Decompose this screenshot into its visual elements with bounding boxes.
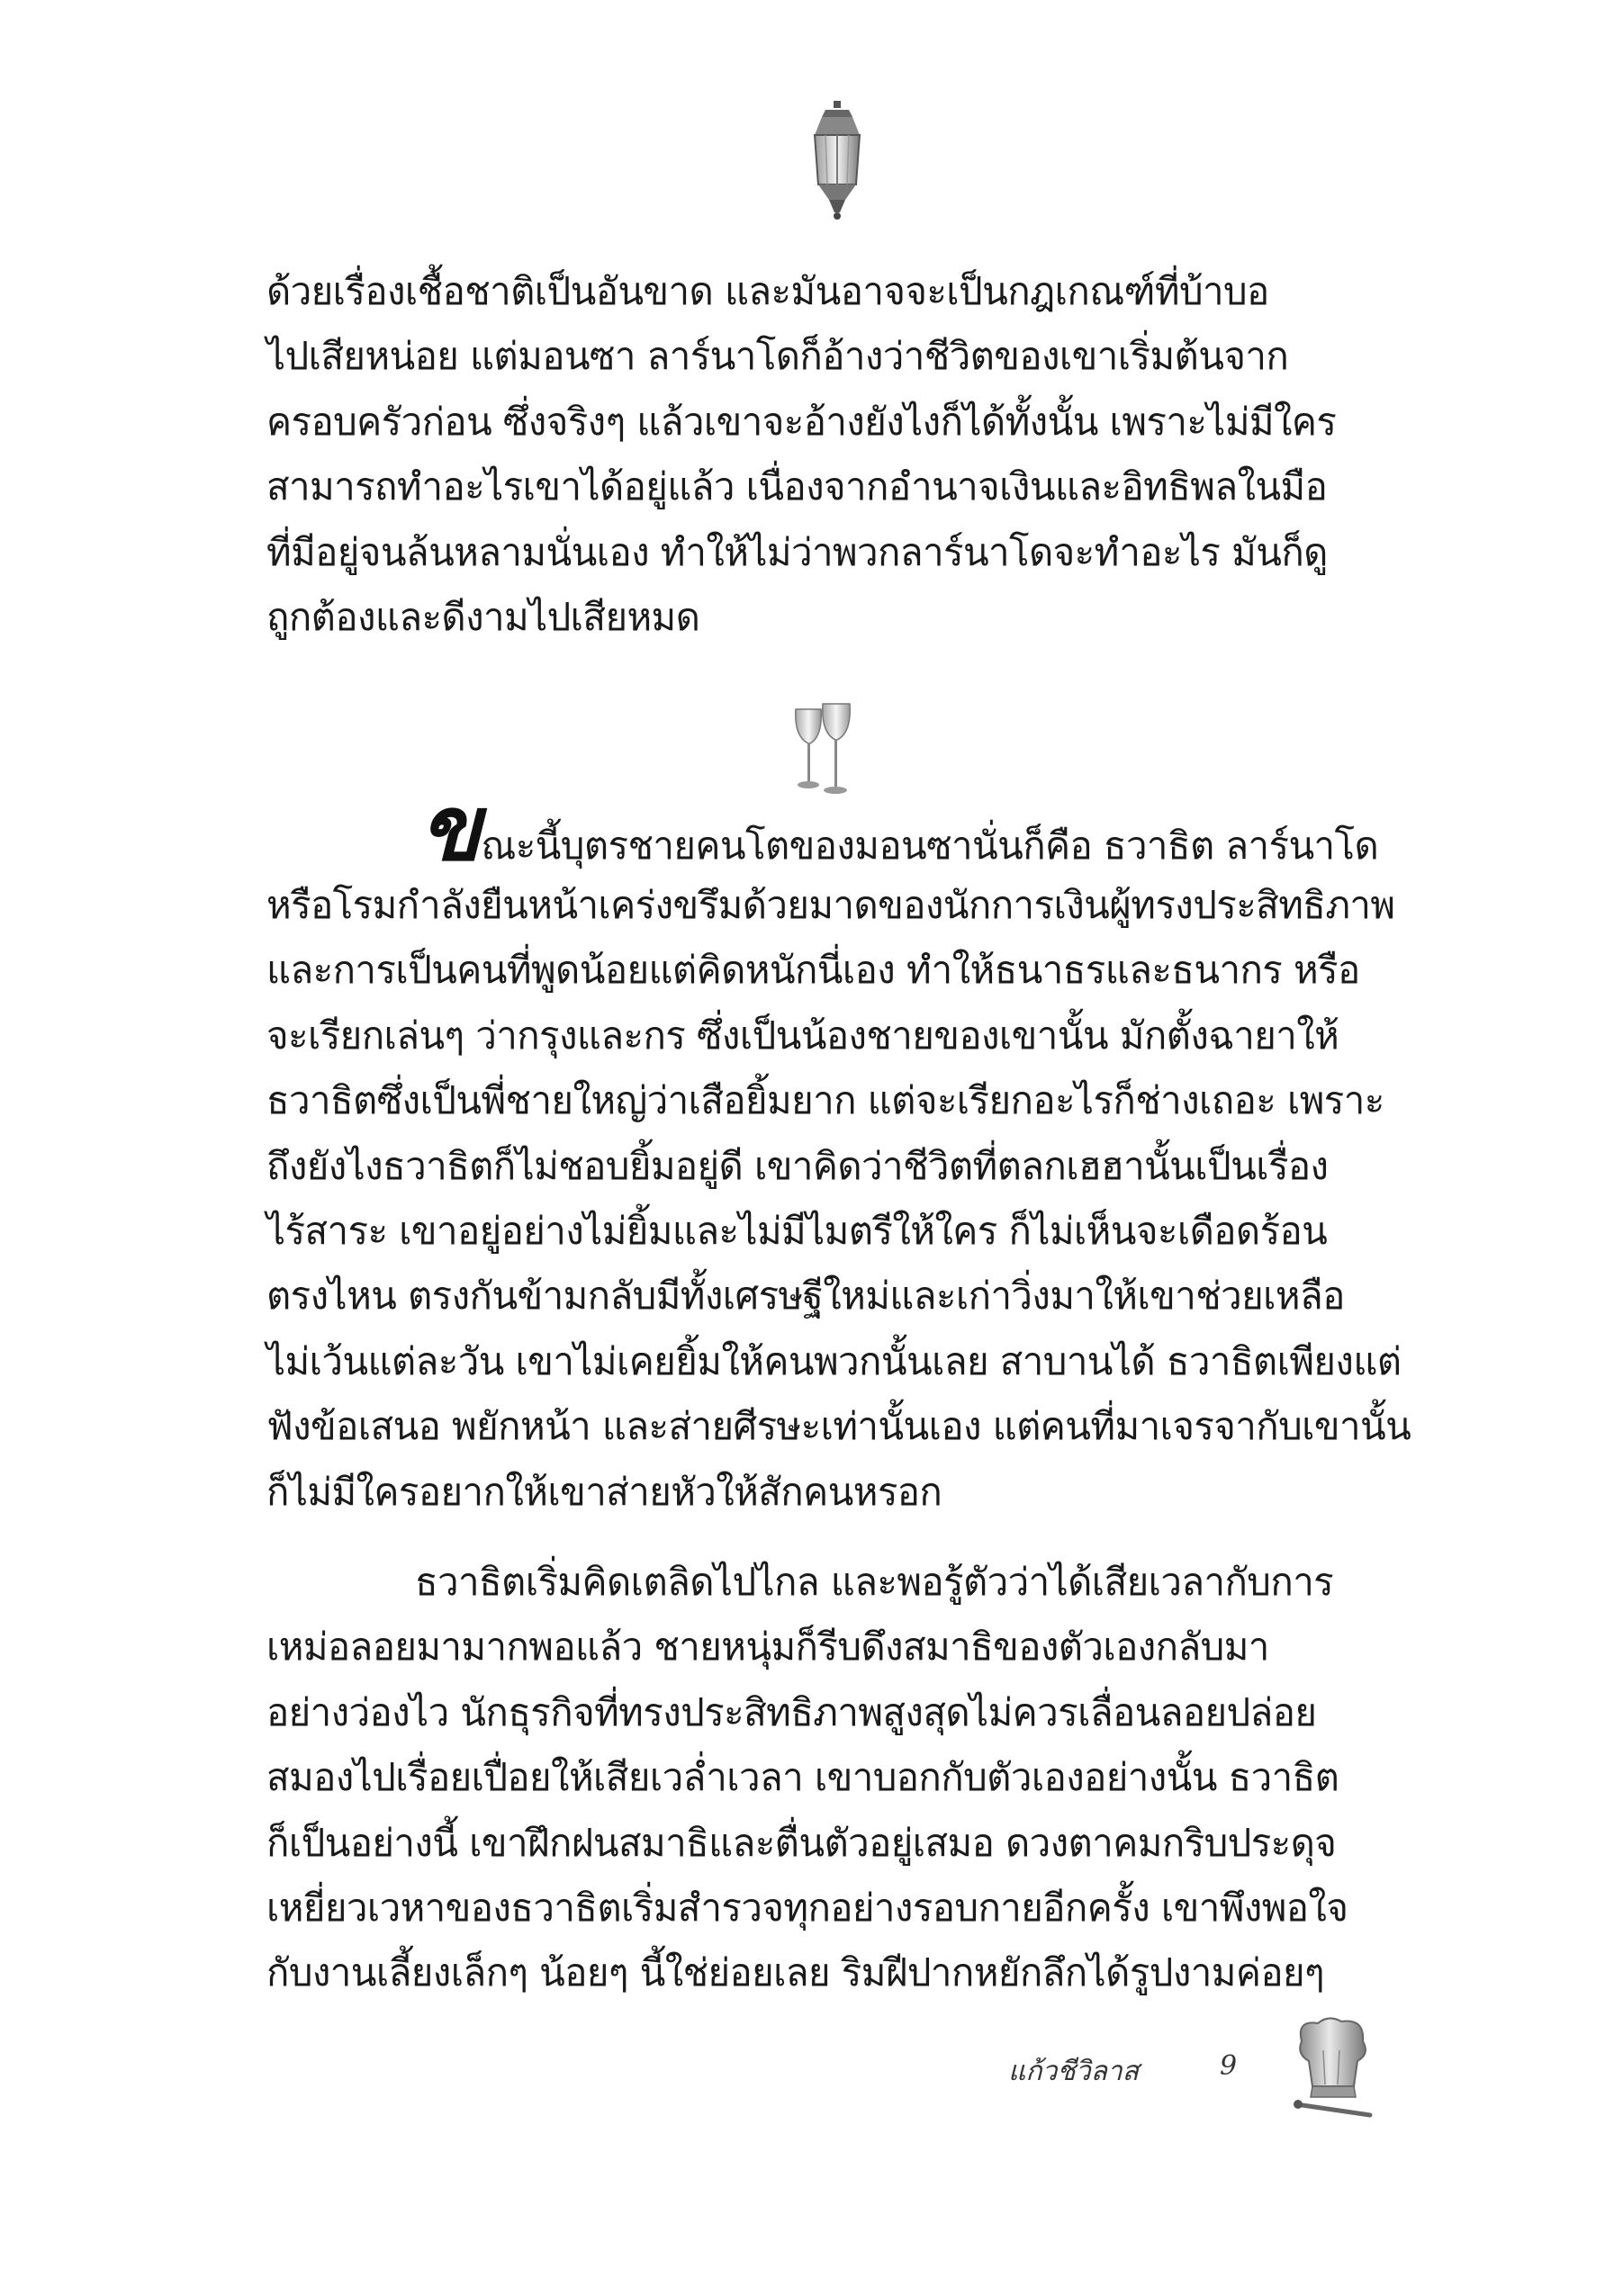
paragraph-1 [266, 259, 1392, 650]
text-line: กับงานเลี้ยงเล็กๆ น้อยๆ นี้ใช่ย่อยเลย ริมฝีปากหยักลึกได้รูปงามค่อยๆ [266, 1950, 1324, 1995]
text-line: อย่างว่องไว นักธุรกิจที่ทรงประสิทธิภาพสูงสุดไม่ควรเลื่อนลอยปล่อย [266, 1689, 1317, 1734]
text-line: และการเป็นคนที่พูดน้อยแต่คิดหนักนี่เอง ทำให้ธนาธรและธนากร หรือ [266, 948, 1360, 993]
text-line: ไม่เว้นแต่ละวัน เขาไม่เคยยิ้มให้คนพวกนั้นเลย สาบานได้ ธวาธิตเพียงแต่ [266, 1338, 1402, 1383]
text-line: ก็ไม่มีใครอยากให้เขาส่ายหัวให้สักคนหรอก [266, 1469, 942, 1514]
text-line: เหยี่ยวเวหาของธวาธิตเริ่มสำรวจทุกอย่างรอบกายอีกครั้ง เขาพึงพอใจ [266, 1885, 1348, 1930]
text-line: ธวาธิตเริ่มคิดเตลิดไปไกล และพอรู้ตัวว่าได้เสียเวลากับการ [415, 1560, 1334, 1604]
dropcap-line [266, 775, 1392, 881]
text-line: ที่มีอยู่จนล้นหลามนั่นเอง ทำให้ไม่ว่าพวกลาร์นาโดจะทำอะไร มันก็ดู [266, 529, 1328, 574]
paragraph-3 [266, 1550, 1392, 2006]
page-number: 9 [1220, 2050, 1238, 2082]
text-line: ไร้สาระ เขาอยู่อย่างไม่ยิ้มและไม่มีไมตรีให้ใคร ก็ไม่เห็นจะเดือดร้อน [266, 1208, 1328, 1253]
text-line: ตรงไหน ตรงกันข้ามกลับมีทั้งเศรษฐีใหม่และเก่าวิ่งมาให้เขาช่วยเหลือ [266, 1274, 1345, 1319]
text-line: สมองไปเรื่อยเปื่อยให้เสียเวล่ำเวลา เขาบอกกับตัวเองอย่างนั้น ธวาธิต [266, 1755, 1339, 1800]
text-line: ไปเสียหน่อย แต่มอนซา ลาร์นาโดก็อ้างว่าชีวิตของเขาเริ่มต้นจาก [266, 334, 1289, 379]
text-line: ธวาธิตซึ่งเป็นพี่ชายใหญ่ว่าเสือยิ้มยาก แต่จะเรียกอะไรก็ช่างเถอะ เพราะ [266, 1078, 1384, 1123]
lantern-icon [806, 99, 869, 221]
text-line: เหม่อลอยมามากพอแล้ว ชายหนุ่มก็รีบดึงสมาธิของตัวเองกลับมา [266, 1625, 1269, 1670]
text-line: จะเรียกเล่นๆ ว่ากรุงและกร ซึ่งเป็นน้องชายของเขานั้น มักตั้งฉายาให้ [266, 1013, 1339, 1058]
chef-hat-icon [1293, 2014, 1374, 2120]
drop-cap: ข [419, 775, 482, 881]
book-title: แก้วชีวิลาส [1008, 2056, 1140, 2087]
text-line: ถูกต้องและดีงามไปเสียหมด [266, 594, 700, 639]
text-line: ถึงยังไงธวาธิตก็ไม่ชอบยิ้มอยู่ดี เขาคิดว่าชีวิตที่ตลกเฮฮานั้นเป็นเรื่อง [266, 1143, 1329, 1188]
text-line: ณะนี้บุตรชายคนโตของมอนซานั่นก็คือ ธวาธิต ลาร์นาโด [481, 824, 1379, 868]
text-line: ด้วยเรื่องเชื้อชาติเป็นอันขาด และมันอาจจะเป็นกฎเกณฑ์ที่บ้าบอ [266, 269, 1269, 313]
text-line: หรือโรมกำลังยืนหน้าเคร่งขรึมด้วยมาดของนักการเงินผู้ทรงประสิทธิภาพ [266, 883, 1395, 927]
text-line: ก็เป็นอย่างนี้ เขาฝึกฝนสมาธิและตื่นตัวอยู่เสมอ ดวงตาคมกริบประดุจ [266, 1820, 1337, 1865]
text-line: ฟังข้อเสนอ พยักหน้า และส่ายศีรษะเท่านั้นเอง แต่คนที่มาเจรจากับเขานั้น [266, 1404, 1411, 1449]
paragraph-2 [266, 775, 1411, 1525]
text-line: สามารถทำอะไรเขาได้อยู่แล้ว เนื่องจากอำนาจเงินและอิทธิพลในมือ [266, 464, 1328, 509]
page-footer [1008, 2050, 1278, 2104]
text-line: ครอบครัวก่อน ซึ่งจริงๆ แล้วเขาจะอ้างยังไงก็ได้ทั้งนั้น เพราะไม่มีใคร [266, 399, 1337, 444]
